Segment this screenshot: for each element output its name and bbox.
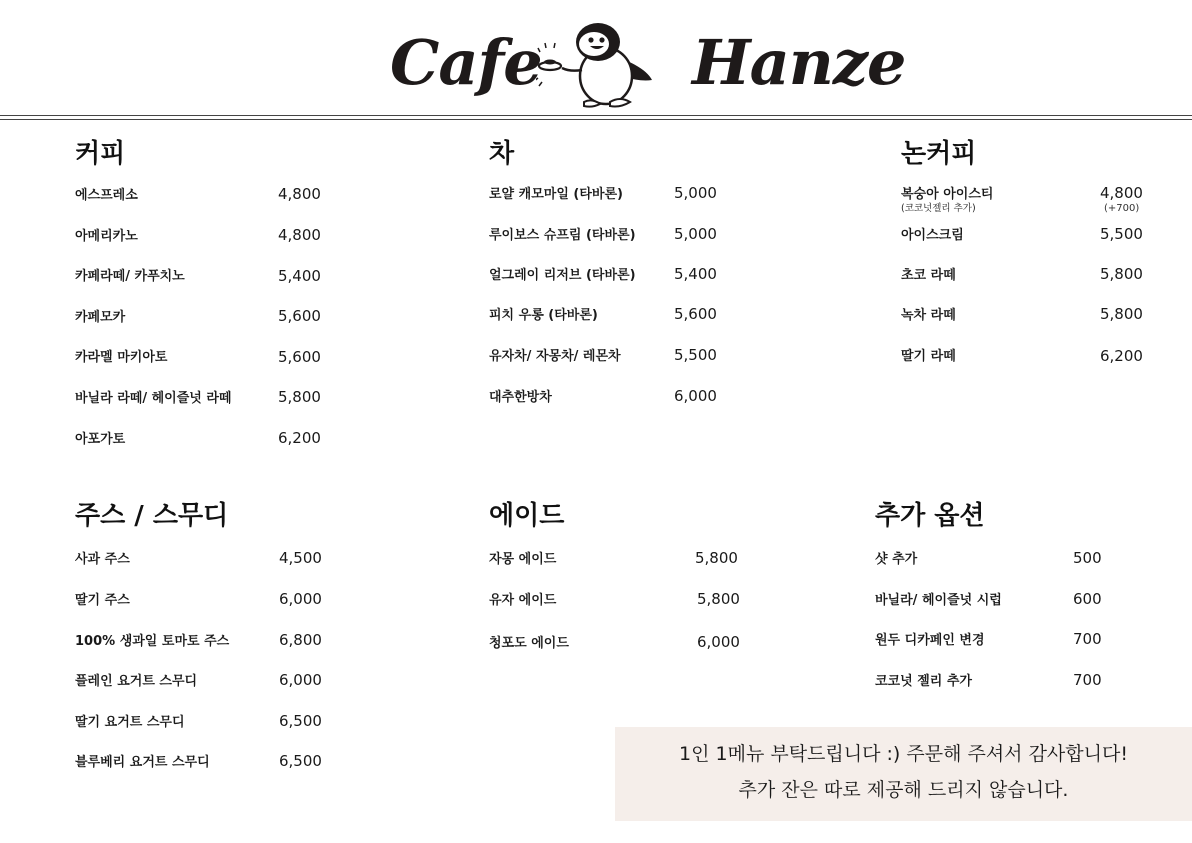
- menu-item-name: 피치 우롱 (타바론): [489, 308, 598, 323]
- menu-item-price: 5,800: [697, 590, 740, 608]
- menu-item-price-note: (+700): [1104, 203, 1140, 214]
- menu-item-price: 5,600: [674, 305, 717, 323]
- menu-item-name: 딸기 주스: [75, 593, 130, 608]
- logo-cafe: Cafe: [390, 26, 542, 99]
- menu-item-price: 5,500: [674, 346, 717, 364]
- menu-item-price: 5,400: [278, 267, 321, 285]
- menu-item-price: 600: [1073, 590, 1102, 608]
- menu-item-price: 5,800: [278, 388, 321, 406]
- menu-item-name: 사과 주스: [75, 552, 130, 567]
- notice-line-2: 추가 잔은 따로 제공해 드리지 않습니다.: [738, 779, 1069, 801]
- menu-item-name: 바닐라/ 헤이즐넛 시럽: [875, 593, 1002, 608]
- menu-item-name: 샷 추가: [875, 552, 918, 567]
- menu-item-name: 아이스크림: [901, 228, 964, 243]
- menu-item-price: 5,600: [278, 348, 321, 366]
- menu-item-price: 6,200: [278, 429, 321, 447]
- menu-item-name: 유자차/ 자몽차/ 레몬차: [489, 349, 621, 364]
- logo-hanze: Hanze: [692, 26, 906, 99]
- menu-item-price: 5,000: [674, 225, 717, 243]
- menu-item-price: 6,000: [279, 590, 322, 608]
- menu-item-name: 블루베리 요거트 스무디: [75, 755, 210, 770]
- menu-item-price: 4,800: [278, 226, 321, 244]
- menu-item-name: 복숭아 아이스티: [901, 187, 994, 202]
- options-title: 추가 옵션: [875, 501, 985, 531]
- menu-item-note: (코코넛젤리 추가): [901, 203, 976, 214]
- juice-title: 주스 / 스무디: [75, 501, 229, 531]
- penguin-mascot-icon: [536, 18, 656, 110]
- tea-title: 차: [489, 139, 515, 169]
- menu-item-name: 아포가토: [75, 432, 126, 447]
- menu-item-price: 4,800: [1100, 184, 1143, 202]
- menu-item-name: 딸기 라떼: [901, 349, 956, 364]
- menu-item-name: 카라멜 마키아토: [75, 350, 168, 365]
- menu-item-name: 녹차 라떼: [901, 308, 956, 323]
- menu-item-name: 초코 라떼: [901, 268, 956, 283]
- menu-item-name: 100% 생과일 토마토 주스: [75, 634, 230, 649]
- menu-item-name: 유자 에이드: [489, 593, 557, 608]
- menu-item-price: 6,500: [279, 752, 322, 770]
- menu-item-price: 5,400: [674, 265, 717, 283]
- menu-item-name: 코코넛 젤리 추가: [875, 674, 972, 689]
- menu-item-name: 카페라떼/ 카푸치노: [75, 269, 185, 284]
- menu-item-name: 바닐라 라떼/ 헤이즐넛 라떼: [75, 391, 232, 406]
- menu-item-price: 5,800: [1100, 305, 1143, 323]
- menu-item-name: 자몽 에이드: [489, 552, 557, 567]
- menu-item-price: 5,000: [674, 184, 717, 202]
- menu-item-name: 루이보스 슈프림 (타바론): [489, 228, 636, 243]
- menu-item-name: 청포도 에이드: [489, 636, 569, 651]
- menu-item-price: 6,000: [674, 387, 717, 405]
- menu-item-name: 딸기 요거트 스무디: [75, 715, 185, 730]
- menu-item-price: 4,500: [279, 549, 322, 567]
- notice-line-1: 1인 1메뉴 부탁드립니다 :) 주문해 주셔서 감사합니다!: [679, 743, 1128, 765]
- menu-item-name: 카페모카: [75, 310, 126, 325]
- menu-item-price: 6,000: [697, 633, 740, 651]
- menu-item-name: 에스프레소: [75, 188, 138, 203]
- menu-item-price: 700: [1073, 630, 1102, 648]
- menu-item-name: 원두 디카페인 변경: [875, 633, 985, 648]
- menu-item-name: 대추한방차: [489, 390, 552, 405]
- header-rule-top: [0, 115, 1192, 116]
- menu-item-name: 얼그레이 리저브 (타바론): [489, 268, 636, 283]
- menu-item-price: 500: [1073, 549, 1102, 567]
- menu-item-price: 6,000: [279, 671, 322, 689]
- menu-item-price: 5,800: [695, 549, 738, 567]
- notice-box: [615, 727, 1192, 821]
- menu-item-price: 6,800: [279, 631, 322, 649]
- header-rule-bottom: [0, 119, 1192, 120]
- menu-item-name: 플레인 요거트 스무디: [75, 674, 198, 689]
- noncoffee-title: 논커피: [901, 139, 977, 169]
- ade-title: 에이드: [489, 501, 565, 531]
- menu-item-name: 아메리카노: [75, 229, 138, 244]
- menu-item-price: 700: [1073, 671, 1102, 689]
- menu-item-price: 5,600: [278, 307, 321, 325]
- menu-item-price: 6,500: [279, 712, 322, 730]
- menu-item-price: 6,200: [1100, 347, 1143, 365]
- menu-item-name: 로얄 캐모마일 (타바론): [489, 187, 623, 202]
- coffee-title: 커피: [75, 139, 126, 169]
- menu-item-price: 4,800: [278, 185, 321, 203]
- menu-item-price: 5,800: [1100, 265, 1143, 283]
- menu-item-price: 5,500: [1100, 225, 1143, 243]
